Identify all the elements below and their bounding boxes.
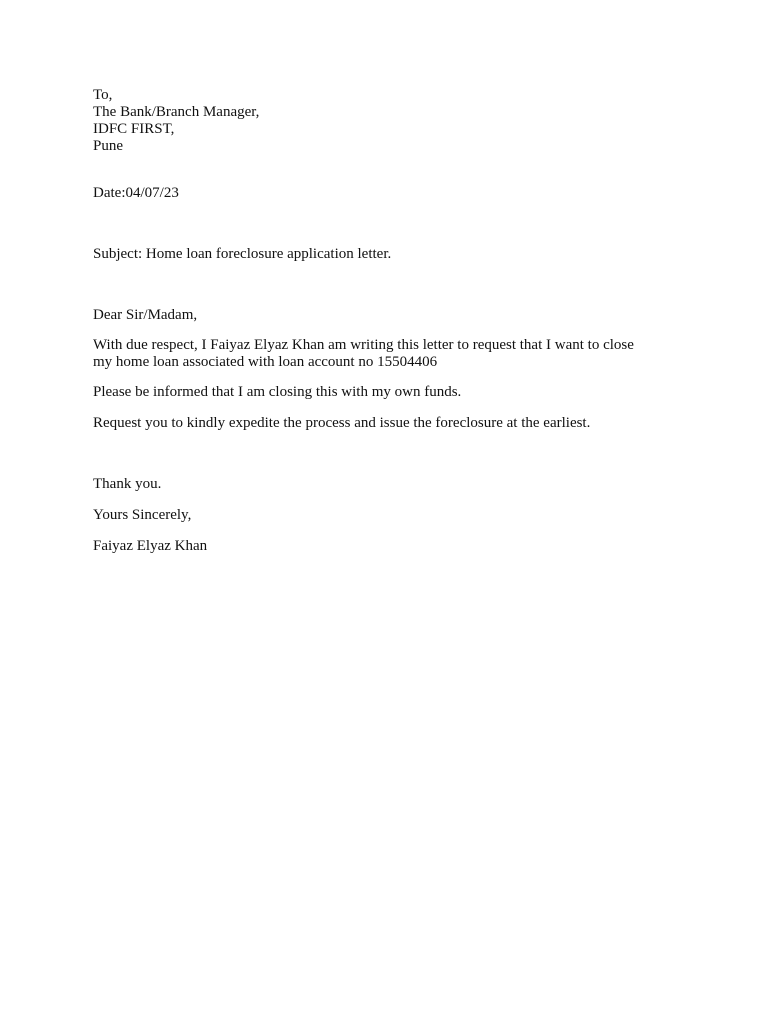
letter-date: Date:04/07/23 — [93, 185, 179, 201]
closing-valediction: Yours Sincerely, — [93, 507, 192, 523]
recipient-city: Pune — [93, 138, 123, 154]
salutation: Dear Sir/Madam, — [93, 307, 198, 323]
recipient-to: To, — [93, 87, 113, 103]
body-paragraph-3: Request you to kindly expedite the process and issue the foreclosure at the earliest. — [93, 415, 591, 431]
body-paragraph-2: Please be informed that I am closing this with my own funds. — [93, 384, 462, 400]
signatory-name: Faiyaz Elyaz Khan — [93, 538, 208, 554]
closing-thanks: Thank you. — [93, 476, 162, 492]
recipient-title: The Bank/Branch Manager, — [93, 104, 260, 120]
body-paragraph-1-line-1: With due respect, I Faiyaz Elyaz Khan am writing this letter to request that I want to close — [93, 337, 634, 353]
body-paragraph-1-line-2: my home loan associated with loan account no 15504406 — [93, 354, 438, 370]
recipient-bank: IDFC FIRST, — [93, 121, 175, 137]
letter-subject: Subject: Home loan foreclosure application letter. — [93, 246, 392, 262]
